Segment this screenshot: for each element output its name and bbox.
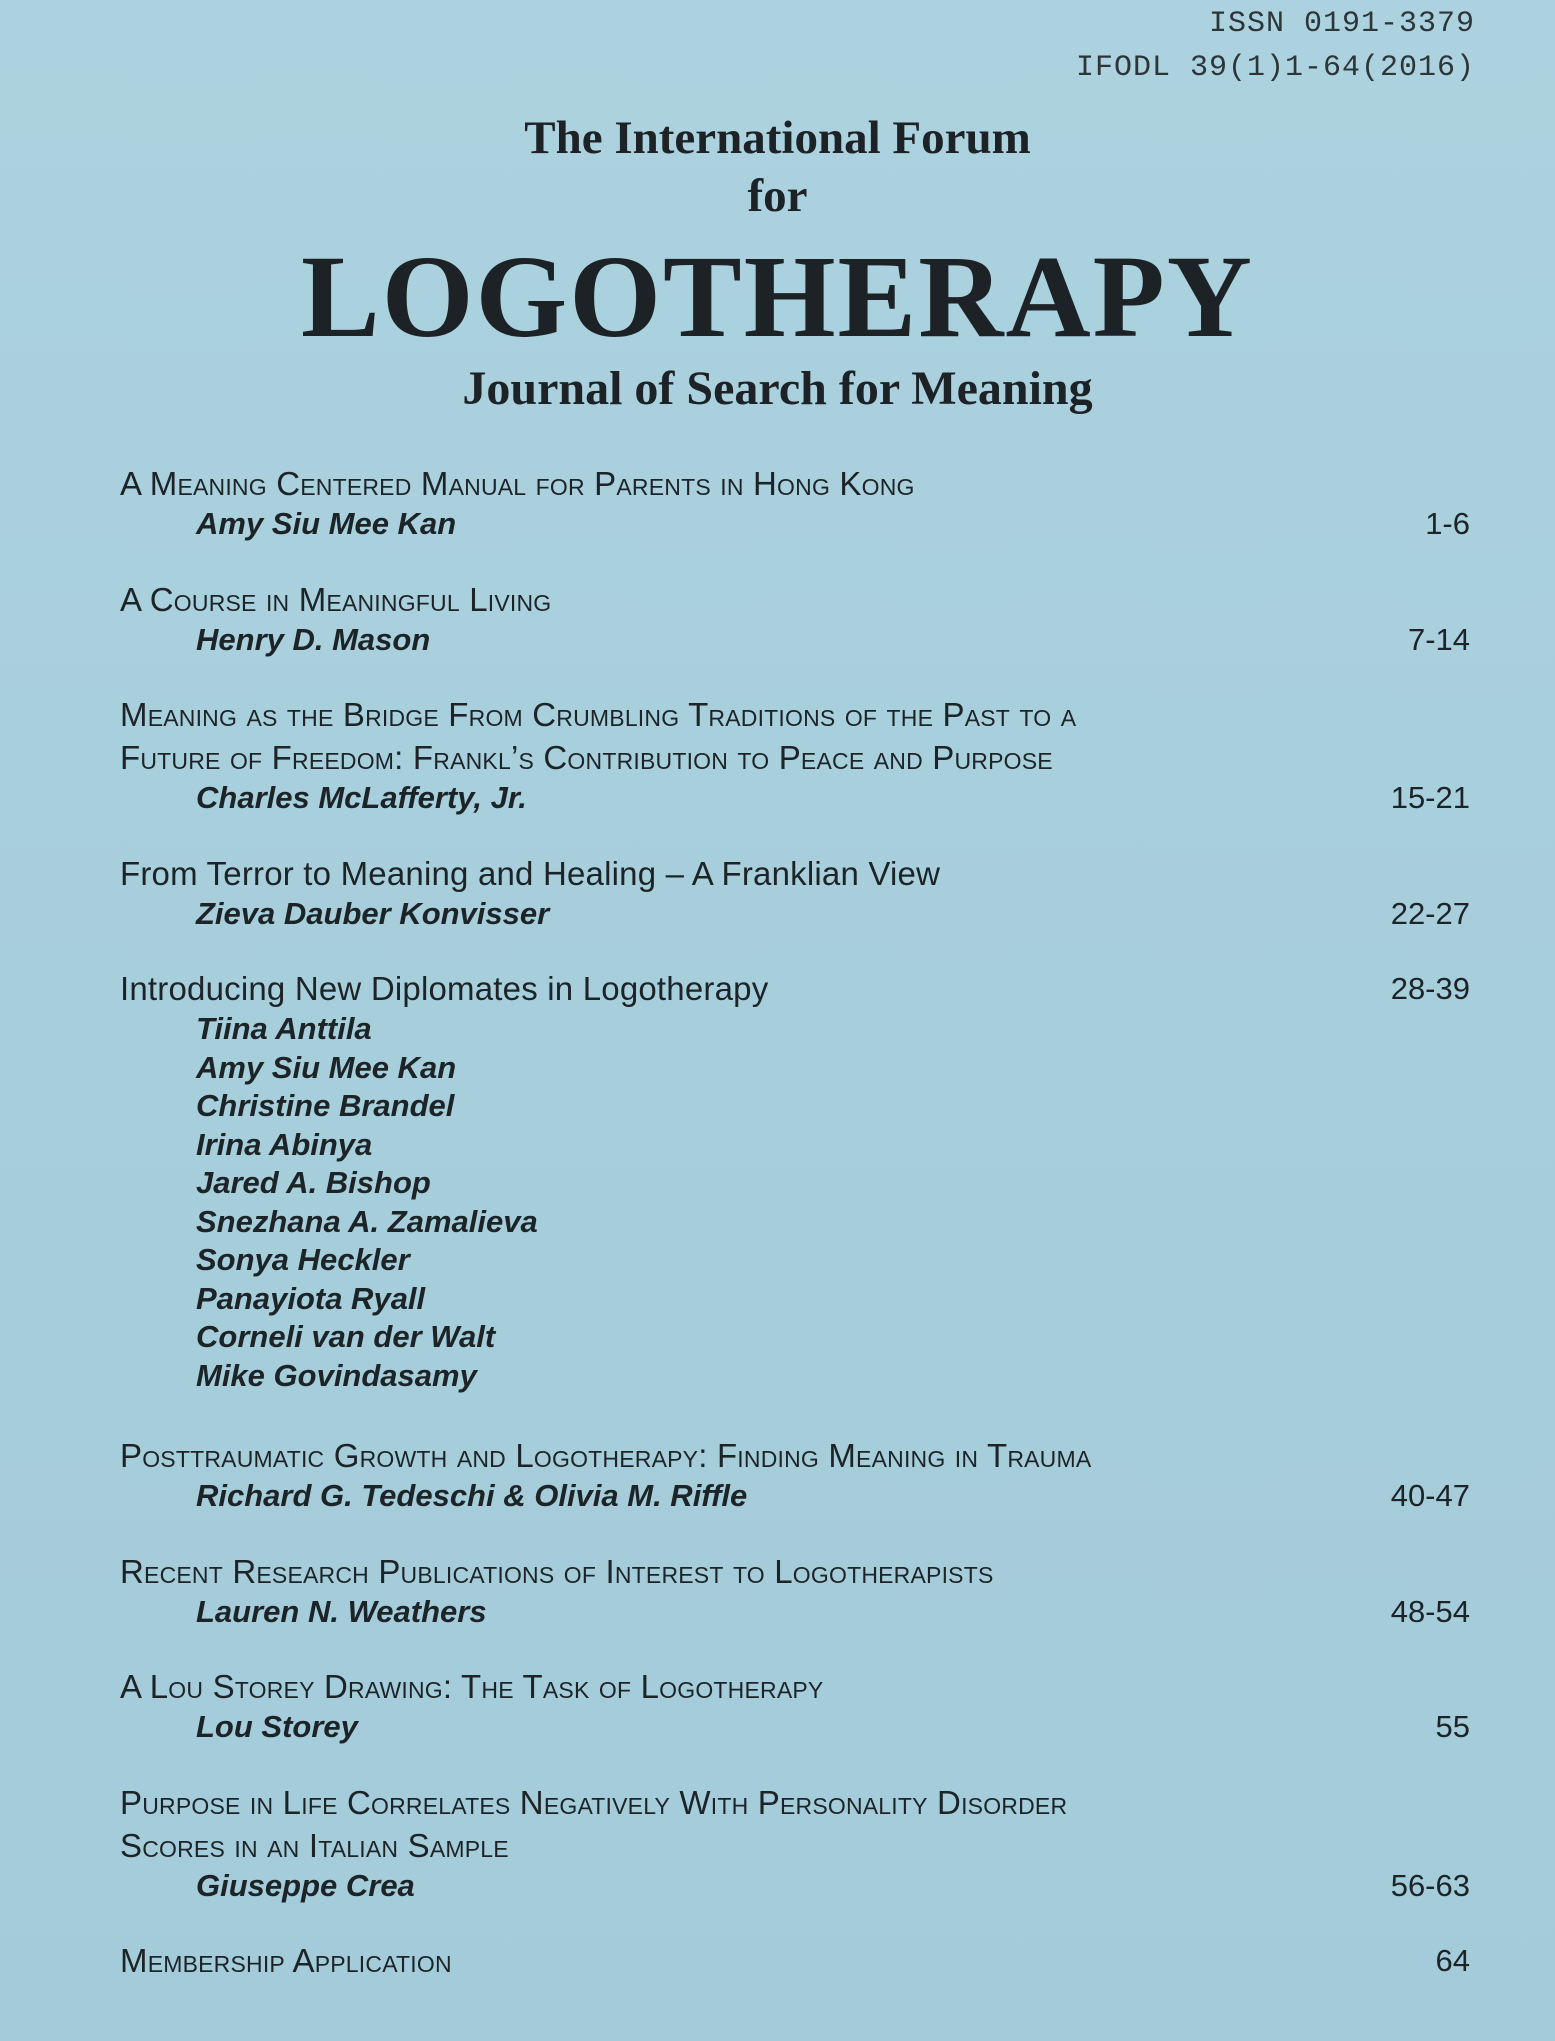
toc-entry-pages: 7-14 xyxy=(1407,621,1470,657)
toc-entry-author: Panayiota Ryall xyxy=(196,1280,426,1316)
toc-entry-author: Tiina Anttila xyxy=(196,1011,372,1046)
toc-entry-pages: 48-54 xyxy=(1390,1593,1470,1629)
toc-entry xyxy=(120,967,1470,1395)
toc-entry-title: Scores in an Italian Sample xyxy=(120,1826,509,1864)
table-of-contents xyxy=(120,462,1470,1982)
toc-entry-title: A Meaning Centered Manual for Parents in Hong Kong xyxy=(120,465,915,502)
toc-entry-author: Snezhana A. Zamalieva xyxy=(196,1203,538,1239)
journal-title: LOGOTHERAPY xyxy=(301,231,1254,362)
toc-entry-author: Mike Govindasamy xyxy=(196,1357,477,1393)
issn-block xyxy=(1076,2,1475,90)
toc-entry-title: A Course in Meaningful Living xyxy=(120,580,552,618)
toc-entry-author: Henry D. Mason xyxy=(196,621,431,657)
toc-entry-title: A Lou Storey Drawing: The Task of Logotherapy xyxy=(120,1668,824,1705)
toc-entry-pages: 40-47 xyxy=(1390,1478,1470,1513)
toc-entry-title: Recent Research Publications of Interest to Logotherapists xyxy=(120,1552,994,1590)
issn-number: ISSN 0191-3379 xyxy=(1208,7,1475,41)
toc-entry-author: Christine Brandel xyxy=(196,1088,455,1123)
toc-entry-title: Purpose in Life Correlates Negatively With Personality Disorder xyxy=(120,1783,1068,1821)
toc-entry-author: Giuseppe Crea xyxy=(196,1867,415,1903)
toc-entry xyxy=(120,693,1470,818)
toc-entry-author: Amy Siu Mee Kan xyxy=(196,506,457,541)
toc-entry-author: Sonya Heckler xyxy=(196,1242,410,1277)
toc-entry xyxy=(120,852,1470,934)
toc-entry xyxy=(120,462,1470,544)
toc-entry-title: From Terror to Meaning and Healing – A Franklian View xyxy=(120,854,941,892)
toc-entry-pages: 22-27 xyxy=(1390,895,1470,931)
toc-entry-author: Corneli van der Walt xyxy=(196,1319,496,1354)
toc-entry-title: Posttraumatic Growth and Logotherapy: Finding Meaning in Trauma xyxy=(120,1437,1092,1474)
journal-citation: IFODL 39(1)1-64(2016) xyxy=(1075,51,1475,85)
toc-entry-author: Richard G. Tedeschi & Olivia M. Riffle xyxy=(196,1478,748,1513)
toc-entry-pages: 56-63 xyxy=(1390,1867,1470,1903)
toc-entry-pages: 28-39 xyxy=(1390,971,1470,1006)
toc-entry xyxy=(120,578,1470,660)
toc-entry-title: Future of Freedom: Frankl’s Contribution to Peace and Purpose xyxy=(120,739,1053,776)
toc-entry-author: Lou Storey xyxy=(196,1709,358,1744)
toc-entry-title: Meaning as the Bridge From Crumbling Traditions of the Past to a xyxy=(120,696,1077,733)
toc-entry xyxy=(120,1434,1470,1516)
toc-entry-pages: 1-6 xyxy=(1425,506,1470,541)
toc-entry-author: Lauren N. Weathers xyxy=(196,1593,487,1629)
toc-entry xyxy=(120,1550,1470,1632)
toc-entry-author: Irina Abinya xyxy=(196,1126,373,1162)
masthead-line-forum: The International Forum xyxy=(524,112,1031,164)
toc-entry xyxy=(120,1781,1470,1906)
toc-entry-pages: 55 xyxy=(1435,1709,1470,1744)
toc-entry-title: Introducing New Diplomates in Logotherapy xyxy=(120,970,769,1007)
toc-entry-pages: 64 xyxy=(1435,1943,1470,1978)
toc-entry xyxy=(120,1939,1470,1982)
toc-entry-title: Membership Application xyxy=(120,1942,452,1979)
toc-entry-pages: 15-21 xyxy=(1390,780,1470,815)
toc-entry-author: Jared A. Bishop xyxy=(196,1165,431,1200)
toc-entry-author: Charles McLafferty, Jr. xyxy=(196,780,527,815)
toc-entry xyxy=(120,1665,1470,1747)
masthead-line-for: for xyxy=(747,170,808,222)
journal-subtitle: Journal of Search for Meaning xyxy=(462,362,1093,415)
toc-entry-author: Zieva Dauber Konvisser xyxy=(196,895,550,931)
toc-entry-author: Amy Siu Mee Kan xyxy=(196,1049,457,1085)
